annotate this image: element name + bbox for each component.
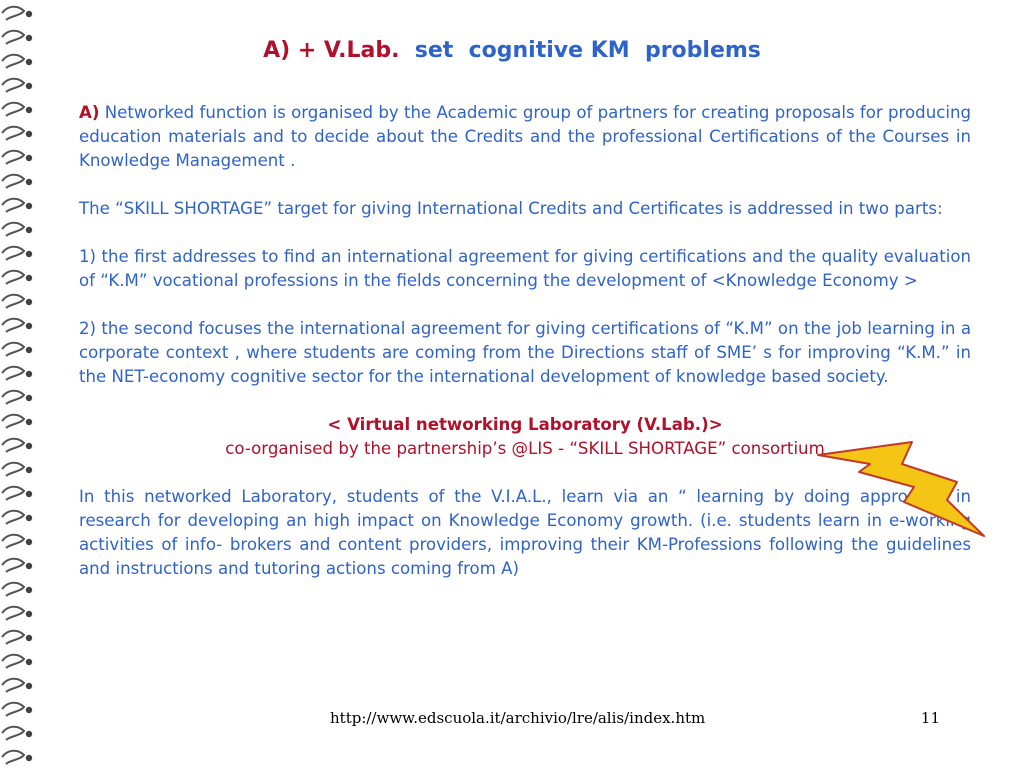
binding-ring <box>2 463 32 476</box>
paragraph-laboratory: In this networked Laboratory, students of the V.I.A.L., learn via an “ learning by doing approach” in research for developing an high impact on Knowledge Economy growth. (i.e. students learn in e-working activities of info- brokers and content providers, improving their KM-Professions following the guidelines and instructions and tutoring actions coming from A) <box>79 487 971 578</box>
binding-ring <box>2 583 32 596</box>
page-number: 11 <box>920 709 940 727</box>
paragraph-first-part: 1) the first addresses to find an international agreement for giving certifications and the quality evaluation of “K.M” vocational professions in the fields concerning the development of <Knowledge Economy > <box>79 247 971 290</box>
binding-ring <box>2 271 32 284</box>
binding-ring <box>2 559 32 572</box>
binding-ring <box>2 655 32 668</box>
lightning-bolt-icon <box>814 440 986 540</box>
slide-title <box>0 38 1024 63</box>
paragraph-a <box>79 101 971 173</box>
binding-ring <box>2 391 32 404</box>
paragraph-a-lead: A) <box>79 103 100 122</box>
binding-ring <box>2 7 32 20</box>
binding-ring <box>2 151 32 164</box>
binding-ring <box>2 727 32 740</box>
title-part-red: A) + V.Lab. <box>263 38 400 63</box>
footer-url: http://www.edscuola.it/archivio/lre/alis/index.htm <box>330 709 706 727</box>
title-part-blue: set cognitive KM problems <box>414 38 761 63</box>
binding-ring <box>2 103 32 116</box>
binding-ring <box>2 607 32 620</box>
binding-ring <box>2 175 32 188</box>
binding-ring <box>2 439 32 452</box>
binding-ring <box>2 751 32 764</box>
binding-ring <box>2 631 32 644</box>
paragraph-skill-shortage: The “SKILL SHORTAGE” target for giving International Credits and Certificates is addressed in two parts: <box>79 199 943 218</box>
binding-ring <box>2 679 32 692</box>
binding-ring <box>2 343 32 356</box>
binding-ring <box>2 367 32 380</box>
vlab-heading: < Virtual networking Laboratory (V.Lab.)> <box>327 415 723 434</box>
paragraph-second-part: 2) the second focuses the international agreement for giving certifications of “K.M” on the job learning in a corporate context , where students are coming from the Directions staff of SME’ s for improving “K.M.” in the NET-economy cognitive sector for the international development of knowledge based society. <box>79 319 971 386</box>
binding-ring <box>2 199 32 212</box>
binding-ring <box>2 79 32 92</box>
binding-ring <box>2 415 32 428</box>
binding-ring <box>2 535 32 548</box>
paragraph-a-text: Networked function is organised by the Academic group of partners for creating proposals for producing education materials and to decide about the Credits and the professional Certifications of the Courses in Knowledge Management . <box>79 103 971 170</box>
vlab-subheading: co-organised by the partnership’s @LIS - “SKILL SHORTAGE” consortium <box>225 439 825 458</box>
binding-ring <box>2 487 32 500</box>
spiral-binding-icon <box>0 0 40 768</box>
binding-ring <box>2 247 32 260</box>
binding-ring <box>2 511 32 524</box>
binding-ring <box>2 127 32 140</box>
binding-ring <box>2 295 32 308</box>
binding-ring <box>2 703 32 716</box>
binding-ring <box>2 319 32 332</box>
binding-ring <box>2 223 32 236</box>
